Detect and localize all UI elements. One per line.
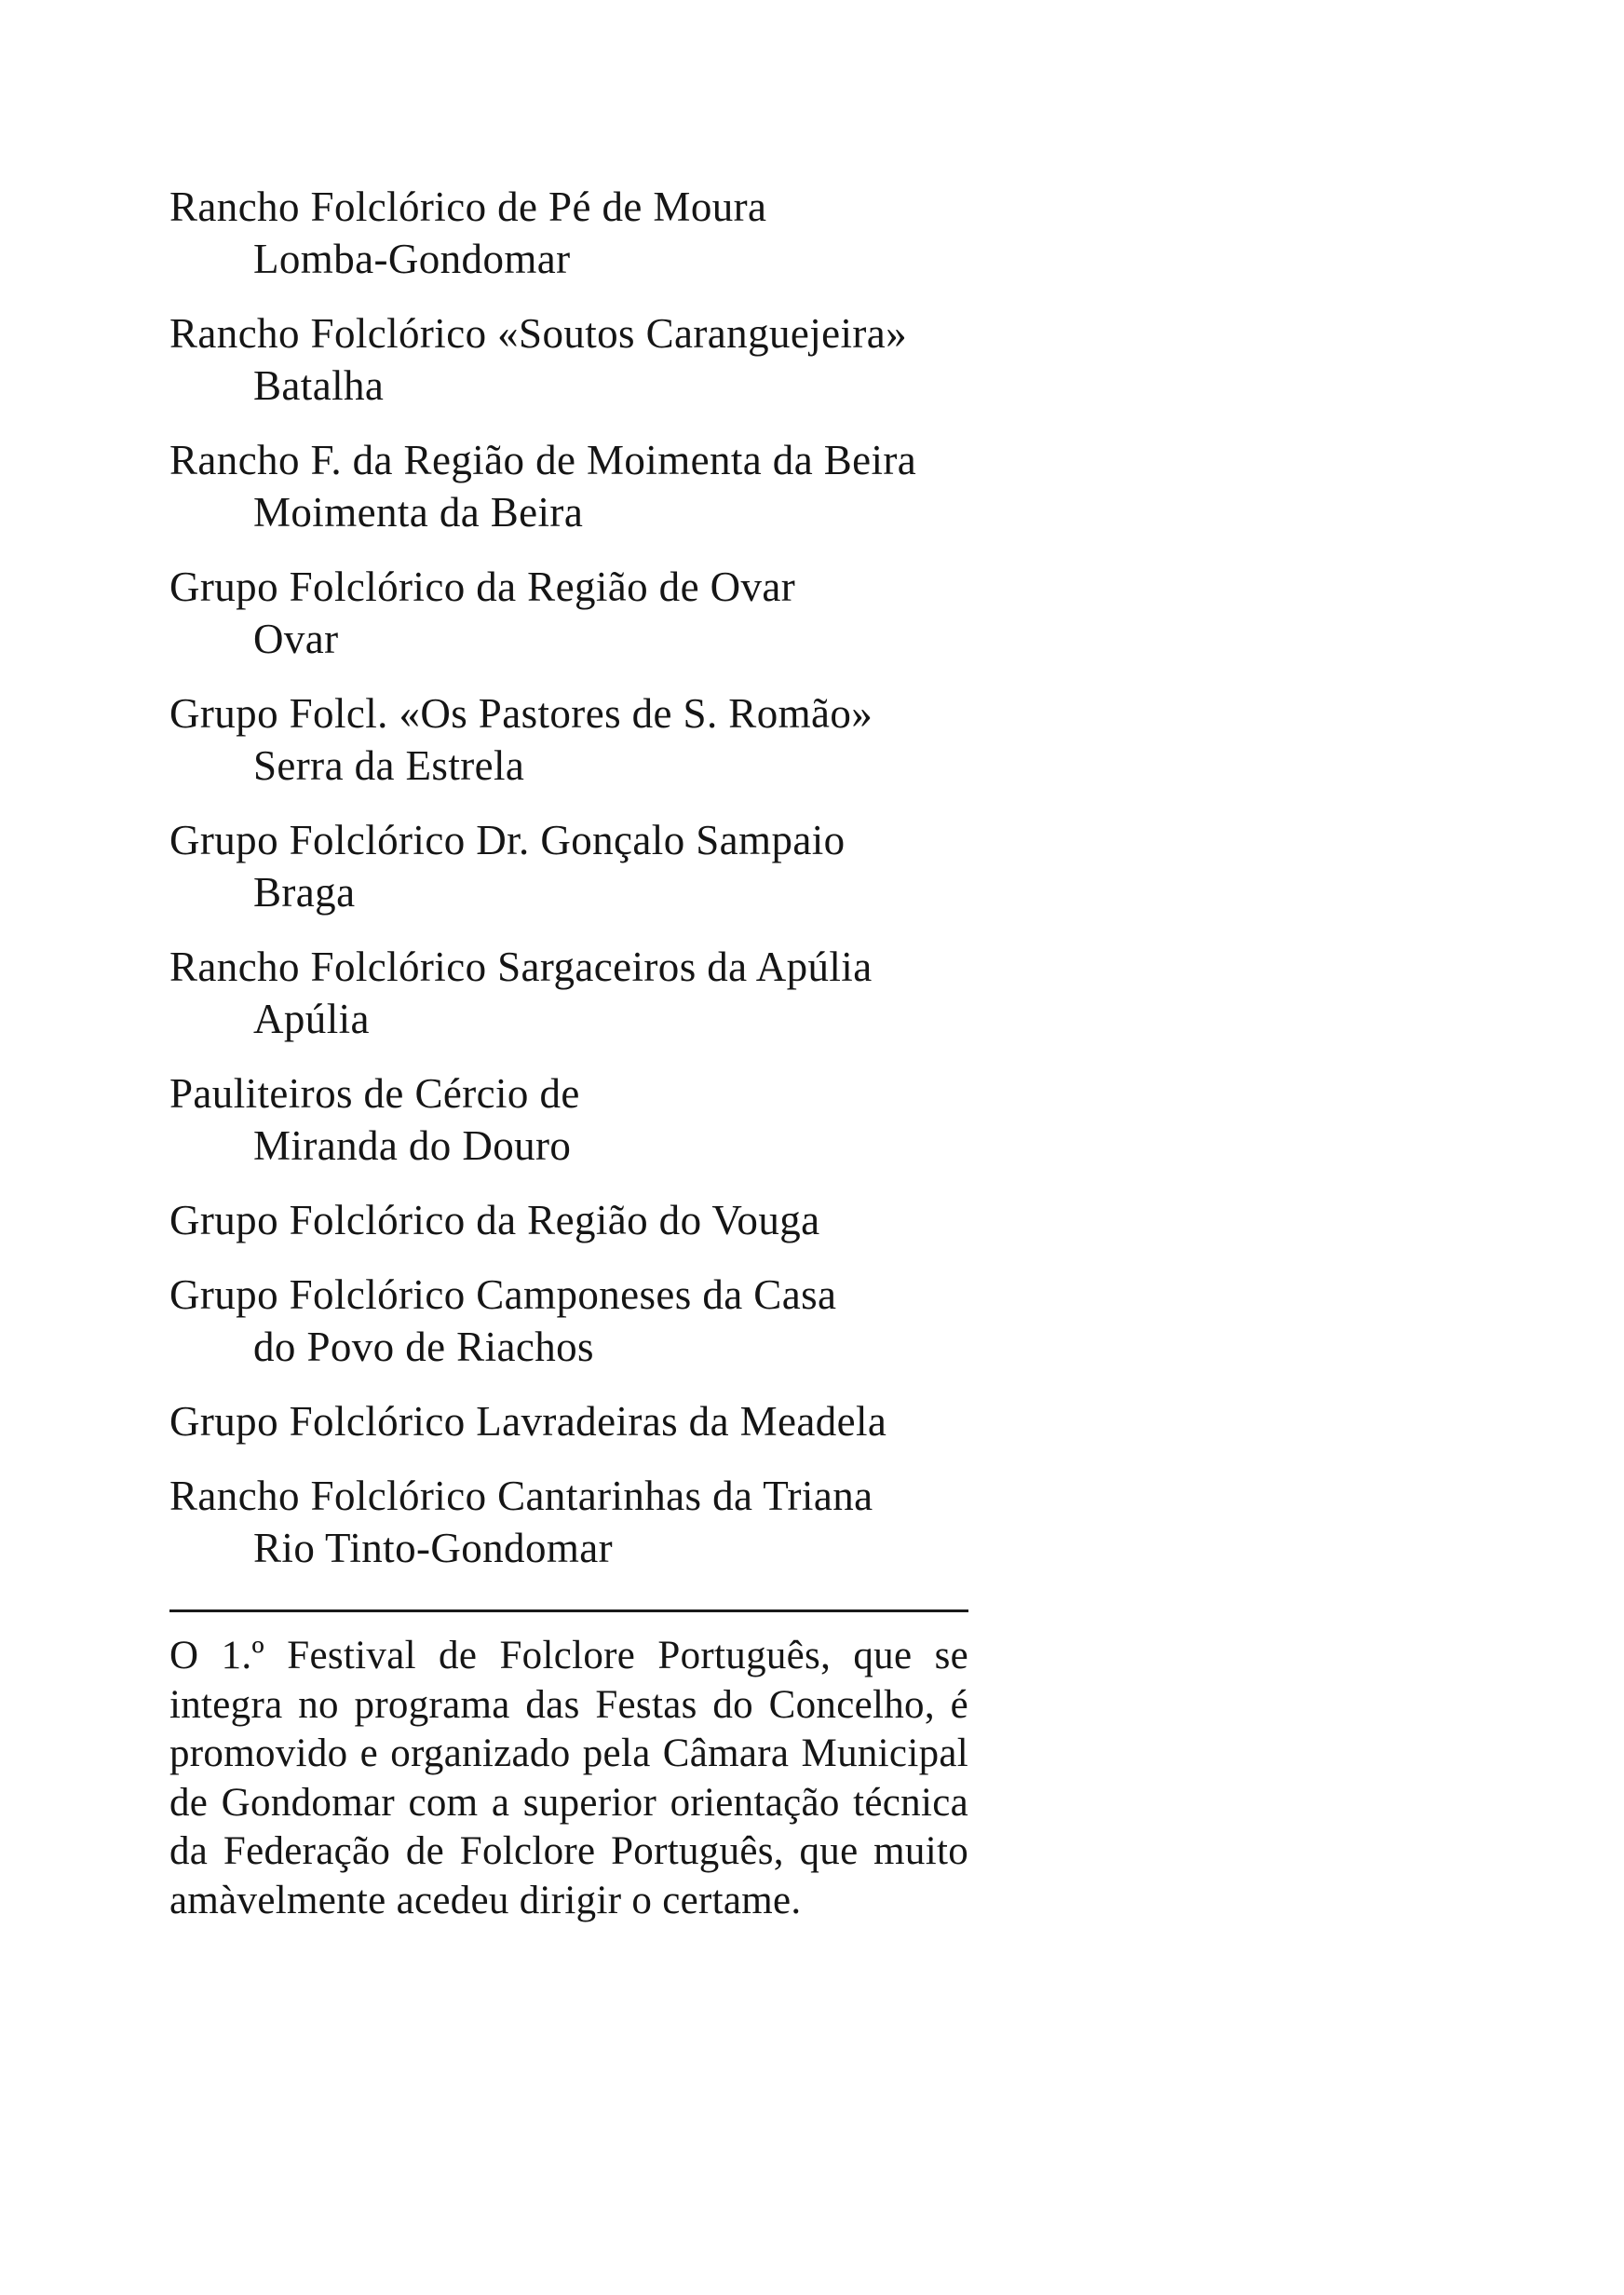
list-item bbox=[169, 1470, 1008, 1574]
group-name: Pauliteiros de Cércio de bbox=[169, 1070, 580, 1117]
group-place: Batalha bbox=[253, 362, 385, 409]
list-item bbox=[169, 1194, 1008, 1246]
list-item bbox=[169, 1067, 1008, 1172]
list-item bbox=[169, 814, 1008, 918]
group-place: Miranda do Douro bbox=[253, 1122, 572, 1169]
group-place: Ovar bbox=[253, 616, 339, 662]
section-divider bbox=[169, 1609, 968, 1612]
group-name: Grupo Folclórico da Região de Ovar bbox=[169, 564, 796, 610]
group-name: Rancho Folclórico Sargaceiros da Apúlia bbox=[169, 944, 873, 990]
festival-note: O 1.º Festival de Folclore Português, que se integra no programa das Festas do Concelho, é promovido e organizado pela Câmara Municipal de Gondomar com a superior orientação técnica da Federação de Folclore Português, que muito amàvelmente acedeu dirigir o certame. bbox=[169, 1634, 968, 1922]
group-place: Apúlia bbox=[253, 996, 370, 1042]
group-place: Serra da Estrela bbox=[253, 742, 525, 789]
group-name: Grupo Folclórico Dr. Gonçalo Sampaio bbox=[169, 817, 846, 863]
list-item bbox=[169, 434, 1008, 538]
group-name: Grupo Folclórico da Região do Vouga bbox=[169, 1197, 820, 1243]
group-place: Braga bbox=[253, 869, 356, 916]
list-item bbox=[169, 181, 1008, 285]
folklore-groups-list bbox=[169, 181, 1008, 1596]
group-name: Rancho F. da Região de Moimenta da Beira bbox=[169, 437, 917, 483]
group-name: Rancho Folclórico de Pé de Moura bbox=[169, 183, 767, 230]
group-place: Lomba-Gondomar bbox=[253, 236, 571, 282]
group-name: Rancho Folclórico «Soutos Caranguejeira» bbox=[169, 310, 908, 357]
group-name: Grupo Folclórico Lavradeiras da Meadela bbox=[169, 1398, 887, 1445]
group-name: Grupo Folclórico Camponeses da Casa bbox=[169, 1271, 837, 1318]
group-place: Moimenta da Beira bbox=[253, 489, 584, 536]
group-name: Rancho Folclórico Cantarinhas da Triana bbox=[169, 1473, 873, 1519]
list-item bbox=[169, 561, 1008, 665]
list-item bbox=[169, 687, 1008, 792]
list-item bbox=[169, 941, 1008, 1045]
list-item bbox=[169, 1395, 1008, 1447]
list-item bbox=[169, 1269, 1008, 1373]
list-item bbox=[169, 307, 1008, 412]
group-place: Rio Tinto-Gondomar bbox=[253, 1525, 614, 1571]
group-name: Grupo Folcl. «Os Pastores de S. Romão» bbox=[169, 690, 873, 737]
group-place: do Povo de Riachos bbox=[253, 1324, 594, 1370]
